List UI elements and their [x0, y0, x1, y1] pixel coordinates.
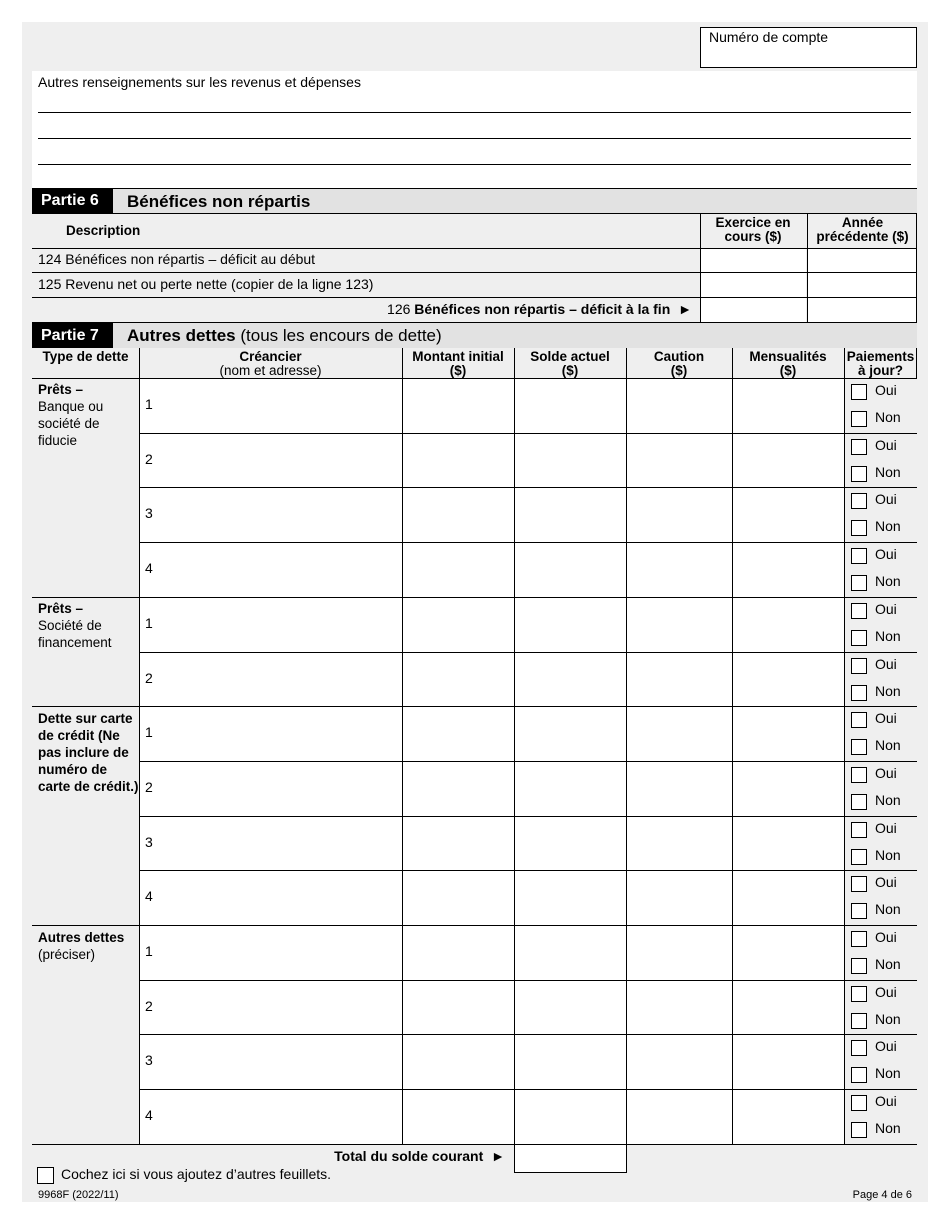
up-to-date-yes-label: Oui	[875, 601, 897, 617]
other-info-label: Autres renseignements sur les revenus et dépenses	[38, 74, 361, 90]
up-to-date-no-label: Non	[875, 1065, 901, 1081]
debt-current-input[interactable]	[515, 488, 626, 542]
debt-monthly-input[interactable]	[733, 926, 844, 980]
row-number: 1	[145, 943, 153, 959]
debt-current-input[interactable]	[515, 762, 626, 816]
part7-title: Autres dettes (tous les encours de dette)	[127, 326, 442, 345]
part6-title: Bénéfices non répartis	[127, 192, 311, 211]
up-to-date-yes-checkbox[interactable]	[851, 1095, 867, 1111]
up-to-date-no-checkbox[interactable]	[851, 794, 867, 810]
total-label: Total du solde courant ►	[334, 1148, 505, 1164]
up-to-date-yes-label: Oui	[875, 929, 897, 945]
debt-creditor-input[interactable]	[140, 653, 402, 706]
debt-guarantee-input[interactable]	[627, 981, 732, 1034]
up-to-date-yes-checkbox[interactable]	[851, 931, 867, 947]
debt-guarantee-input[interactable]	[627, 1035, 732, 1089]
up-to-date-no-checkbox[interactable]	[851, 958, 867, 974]
row-number: 2	[145, 998, 153, 1014]
up-to-date-no-label: Non	[875, 737, 901, 753]
debt-current-input[interactable]	[515, 926, 626, 980]
col-type: Type de dette	[42, 349, 129, 364]
debt-initial-input[interactable]	[403, 1090, 514, 1144]
debt-current-input[interactable]	[515, 707, 626, 761]
up-to-date-yes-label: Oui	[875, 874, 897, 890]
up-to-date-no-checkbox[interactable]	[851, 630, 867, 646]
debt-initial-input[interactable]	[403, 543, 514, 597]
debt-guarantee-input[interactable]	[627, 543, 732, 597]
debt-creditor-input[interactable]	[140, 1035, 402, 1089]
up-to-date-yes-label: Oui	[875, 1038, 897, 1054]
debt-creditor-input[interactable]	[140, 379, 402, 433]
debt-initial-input[interactable]	[403, 762, 514, 816]
debt-creditor-input[interactable]	[140, 762, 402, 816]
up-to-date-no-label: Non	[875, 1011, 901, 1027]
debt-current-input[interactable]	[515, 379, 626, 433]
row-number: 4	[145, 560, 153, 576]
debt-creditor-input[interactable]	[140, 707, 402, 761]
up-to-date-yes-checkbox[interactable]	[851, 439, 867, 455]
debt-monthly-input[interactable]	[733, 762, 844, 816]
other-info-line-3[interactable]	[38, 164, 911, 165]
group-label-credit-card: Dette sur carte de crédit (Ne pas inclure de numéro de carte de crédit.)	[38, 711, 139, 794]
up-to-date-yes-label: Oui	[875, 710, 897, 726]
up-to-date-no-label: Non	[875, 792, 901, 808]
up-to-date-no-label: Non	[875, 464, 901, 480]
debt-guarantee-input[interactable]	[627, 488, 732, 542]
debt-initial-input[interactable]	[403, 434, 514, 487]
debt-current-input[interactable]	[515, 817, 626, 870]
debt-creditor-input[interactable]	[140, 543, 402, 597]
part6-col-current: Exercice en cours ($)	[715, 215, 791, 244]
up-to-date-no-checkbox[interactable]	[851, 1067, 867, 1083]
line-125-label: 125 Revenu net ou perte nette (copier de la ligne 123)	[38, 276, 374, 292]
up-to-date-yes-label: Oui	[875, 437, 897, 453]
col-guarantee: Caution ($)	[653, 349, 705, 378]
debt-current-input[interactable]	[515, 981, 626, 1034]
up-to-date-no-checkbox[interactable]	[851, 575, 867, 591]
up-to-date-no-checkbox[interactable]	[851, 903, 867, 919]
up-to-date-no-checkbox[interactable]	[851, 685, 867, 701]
up-to-date-yes-checkbox[interactable]	[851, 658, 867, 674]
debt-guarantee-input[interactable]	[627, 817, 732, 870]
up-to-date-yes-checkbox[interactable]	[851, 876, 867, 892]
page-number: Page 4 de 6	[852, 1189, 912, 1201]
debt-creditor-input[interactable]	[140, 871, 402, 925]
debt-creditor-input[interactable]	[140, 598, 402, 652]
debt-guarantee-input[interactable]	[627, 871, 732, 925]
extra-sheets-label: Cochez ici si vous ajoutez d’autres feuillets.	[61, 1166, 332, 1182]
debt-current-input[interactable]	[515, 543, 626, 597]
row-number: 1	[145, 724, 153, 740]
row-number: 2	[145, 779, 153, 795]
up-to-date-no-label: Non	[875, 1120, 901, 1136]
up-to-date-yes-checkbox[interactable]	[851, 712, 867, 728]
part6-table	[32, 214, 917, 323]
group-label-finance-loans: Prêts – Société de financement	[38, 601, 112, 650]
debt-current-input[interactable]	[515, 434, 626, 487]
debt-guarantee-input[interactable]	[627, 926, 732, 980]
debt-initial-input[interactable]	[403, 598, 514, 652]
up-to-date-no-label: Non	[875, 683, 901, 699]
debt-creditor-input[interactable]	[140, 817, 402, 870]
debt-initial-input[interactable]	[403, 926, 514, 980]
group-label-other-debts: Autres dettes (préciser)	[38, 930, 125, 962]
up-to-date-no-checkbox[interactable]	[851, 466, 867, 482]
debt-monthly-input[interactable]	[733, 817, 844, 870]
col-uptodate: Paiements à jour?	[846, 349, 915, 378]
row-number: 2	[145, 451, 153, 467]
row-number: 2	[145, 670, 153, 686]
debt-current-input[interactable]	[515, 1035, 626, 1089]
line-126-label: 126 Bénéfices non répartis – déficit à la fin ►	[387, 301, 692, 317]
up-to-date-yes-checkbox[interactable]	[851, 603, 867, 619]
other-info-line-2[interactable]	[38, 138, 911, 139]
row-number: 1	[145, 396, 153, 412]
debt-current-input[interactable]	[515, 598, 626, 652]
debt-creditor-input[interactable]	[140, 434, 402, 487]
part7-table	[32, 348, 917, 1175]
other-info-section	[32, 71, 917, 188]
debt-guarantee-input[interactable]	[627, 653, 732, 706]
account-number-field[interactable]	[700, 27, 917, 68]
arrow-right-icon: ►	[678, 301, 692, 317]
up-to-date-yes-checkbox[interactable]	[851, 1040, 867, 1056]
debt-monthly-input[interactable]	[733, 379, 844, 433]
up-to-date-no-label: Non	[875, 573, 901, 589]
part6-col-description: Description	[66, 223, 141, 238]
up-to-date-yes-checkbox[interactable]	[851, 384, 867, 400]
up-to-date-no-checkbox[interactable]	[851, 1013, 867, 1029]
debt-monthly-input[interactable]	[733, 1035, 844, 1089]
debt-initial-input[interactable]	[403, 707, 514, 761]
part6-col-previous: Année précédente ($)	[816, 215, 909, 244]
line-126-previous-input[interactable]	[808, 298, 917, 322]
col-monthly: Mensualités ($)	[749, 349, 827, 378]
row-number: 1	[145, 615, 153, 631]
debt-creditor-input[interactable]	[140, 926, 402, 980]
debt-current-input[interactable]	[515, 1090, 626, 1144]
col-initial: Montant initial ($)	[412, 349, 504, 378]
debt-creditor-input[interactable]	[140, 488, 402, 542]
debt-monthly-input[interactable]	[733, 543, 844, 597]
arrow-right-icon: ►	[491, 1148, 505, 1164]
up-to-date-yes-label: Oui	[875, 820, 897, 836]
up-to-date-no-label: Non	[875, 956, 901, 972]
up-to-date-no-label: Non	[875, 409, 901, 425]
line-124-label: 124 Bénéfices non répartis – déficit au début	[38, 251, 316, 267]
debt-monthly-input[interactable]	[733, 871, 844, 925]
debt-guarantee-input[interactable]	[627, 434, 732, 487]
debt-guarantee-input[interactable]	[627, 598, 732, 652]
up-to-date-yes-checkbox[interactable]	[851, 822, 867, 838]
up-to-date-yes-checkbox[interactable]	[851, 767, 867, 783]
part7-badge: Partie 7	[32, 323, 113, 348]
row-number: 4	[145, 888, 153, 904]
up-to-date-yes-label: Oui	[875, 984, 897, 1000]
account-number-label: Numéro de compte	[709, 29, 829, 45]
debt-monthly-input[interactable]	[733, 707, 844, 761]
debt-initial-input[interactable]	[403, 817, 514, 870]
debt-current-input[interactable]	[515, 653, 626, 706]
up-to-date-yes-checkbox[interactable]	[851, 986, 867, 1002]
up-to-date-yes-label: Oui	[875, 546, 897, 562]
up-to-date-no-checkbox[interactable]	[851, 739, 867, 755]
up-to-date-yes-checkbox[interactable]	[851, 548, 867, 564]
up-to-date-no-checkbox[interactable]	[851, 1122, 867, 1138]
debt-initial-input[interactable]	[403, 981, 514, 1034]
debt-monthly-input[interactable]	[733, 598, 844, 652]
debt-monthly-input[interactable]	[733, 653, 844, 706]
up-to-date-yes-label: Oui	[875, 656, 897, 672]
up-to-date-yes-label: Oui	[875, 765, 897, 781]
up-to-date-no-checkbox[interactable]	[851, 520, 867, 536]
up-to-date-no-label: Non	[875, 628, 901, 644]
debt-initial-input[interactable]	[403, 1035, 514, 1089]
up-to-date-no-label: Non	[875, 901, 901, 917]
part6-header	[32, 188, 917, 214]
col-creditor: Créancier (nom et adresse)	[219, 349, 322, 378]
debt-monthly-input[interactable]	[733, 981, 844, 1034]
line-124-previous-input[interactable]	[808, 249, 917, 272]
col-current: Solde actuel ($)	[530, 349, 610, 378]
up-to-date-yes-label: Oui	[875, 382, 897, 398]
line-124-current-input[interactable]	[701, 249, 806, 272]
debt-initial-input[interactable]	[403, 871, 514, 925]
line-125-previous-input[interactable]	[808, 273, 917, 297]
line-126-current-input[interactable]	[701, 298, 806, 322]
row-number: 3	[145, 1052, 153, 1068]
debt-monthly-input[interactable]	[733, 434, 844, 487]
debt-monthly-input[interactable]	[733, 1090, 844, 1144]
debt-creditor-input[interactable]	[140, 981, 402, 1034]
debt-guarantee-input[interactable]	[627, 379, 732, 433]
row-number: 3	[145, 505, 153, 521]
debt-current-input[interactable]	[515, 871, 626, 925]
up-to-date-no-label: Non	[875, 518, 901, 534]
total-current-balance-input[interactable]	[515, 1145, 626, 1172]
up-to-date-yes-checkbox[interactable]	[851, 493, 867, 509]
debt-creditor-input[interactable]	[140, 1090, 402, 1144]
debt-initial-input[interactable]	[403, 653, 514, 706]
group-label-bank-loans: Prêts – Banque ou société de fiducie	[38, 382, 104, 448]
up-to-date-no-label: Non	[875, 847, 901, 863]
line-125-current-input[interactable]	[701, 273, 806, 297]
debt-initial-input[interactable]	[403, 488, 514, 542]
debt-guarantee-input[interactable]	[627, 1090, 732, 1144]
form-id: 9968F (2022/11)	[38, 1189, 119, 1201]
row-number: 3	[145, 834, 153, 850]
form-page	[22, 22, 928, 1202]
part6-badge: Partie 6	[32, 189, 113, 213]
up-to-date-no-checkbox[interactable]	[851, 411, 867, 427]
other-info-line-1[interactable]	[38, 112, 911, 113]
part7-header	[32, 322, 917, 348]
debt-initial-input[interactable]	[403, 379, 514, 433]
up-to-date-no-checkbox[interactable]	[851, 849, 867, 865]
debt-monthly-input[interactable]	[733, 488, 844, 542]
up-to-date-yes-label: Oui	[875, 1093, 897, 1109]
up-to-date-yes-label: Oui	[875, 491, 897, 507]
debt-guarantee-input[interactable]	[627, 762, 732, 816]
extra-sheets-checkbox[interactable]	[37, 1167, 54, 1184]
row-number: 4	[145, 1107, 153, 1123]
debt-guarantee-input[interactable]	[627, 707, 732, 761]
